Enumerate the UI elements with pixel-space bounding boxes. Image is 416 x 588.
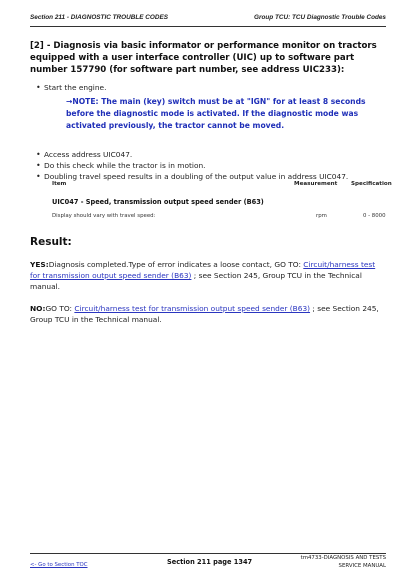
table-row: [52, 213, 388, 223]
note-block: [66, 96, 386, 132]
cell-item: Display should vary with travel speed:: [52, 213, 156, 219]
step-start-engine: [36, 82, 106, 93]
yes-circuit-link[interactable]: Circuit/harness test for transmission output speed sender (B63): [30, 260, 376, 280]
bullet-icon: •: [36, 172, 41, 181]
result-no: [30, 303, 386, 325]
yes-suffix: ; see Section 245, Group TCU in the Technical manual.: [30, 271, 362, 291]
note-arrow-icon: →: [66, 97, 73, 106]
toc-link[interactable]: <- Go to Section TOC: [30, 562, 88, 568]
no-circuit-link[interactable]: Circuit/harness test for transmission output speed sender (B63): [74, 304, 311, 313]
step-text: Do this check while the tractor is in motion.: [44, 161, 206, 170]
result-heading: Result:: [30, 236, 72, 248]
note-text: NOTE: The main (key) switch must be at "IGN" for at least 8 seconds before the diagnostic mode is activated. If the diagnostic mode was activated previously, the tractor cannot be moved.: [66, 97, 366, 130]
step-access-address: [36, 149, 132, 160]
no-suffix: ; see Section 245, Group TCU in the Technical manual.: [30, 304, 379, 324]
step-text: Start the engine.: [44, 83, 107, 92]
header-divider: [30, 26, 386, 27]
page-number: Section 211 page 1347: [167, 558, 253, 566]
bullet-icon: •: [36, 161, 41, 170]
cell-specification: 0 - 8000: [363, 213, 386, 219]
table-header-row: [52, 181, 392, 193]
bullet-icon: •: [36, 150, 41, 159]
header-item: Item: [52, 181, 67, 187]
bullet-icon: •: [36, 83, 41, 92]
step-text: Access address UIC047.: [44, 150, 133, 159]
no-text: GO TO:: [45, 304, 75, 313]
cell-measurement: rpm: [316, 213, 327, 219]
header-group: Group TCU: TCU Diagnostic Trouble Codes: [254, 14, 386, 21]
yes-label: YES:: [30, 260, 49, 269]
no-label: NO:: [30, 304, 46, 313]
manual-title: [301, 554, 386, 570]
page-header: [30, 14, 386, 21]
header-measurement: Measurement: [294, 181, 338, 187]
manual-page: [30, 0, 392, 588]
yes-text: Diagnosis completed.Type of error indicates a loose contact, GO TO:: [48, 260, 304, 269]
result-yes: [30, 259, 386, 292]
header-section: Section 211 - DIAGNOSTIC TROUBLE CODES: [30, 14, 169, 21]
procedure-title: [2] - Diagnosis via basic informator or performance monitor on tractors equipped with a user interface controller (UIC) up to software part number 157790 (for software part number, see address UIC233):: [30, 41, 377, 75]
header-specification: Specification: [351, 181, 392, 187]
step-text: Doubling travel speed results in a doubling of the output value in address UIC047.: [44, 172, 349, 181]
manual-title-line1: tm4733-DIAGNOSIS AND TESTS: [300, 555, 386, 561]
manual-title-line2: SERVICE MANUAL: [338, 563, 386, 569]
step-in-motion: [36, 160, 206, 171]
table-subheading: UIC047 - Speed, transmission output speed sender (B63): [52, 198, 264, 206]
